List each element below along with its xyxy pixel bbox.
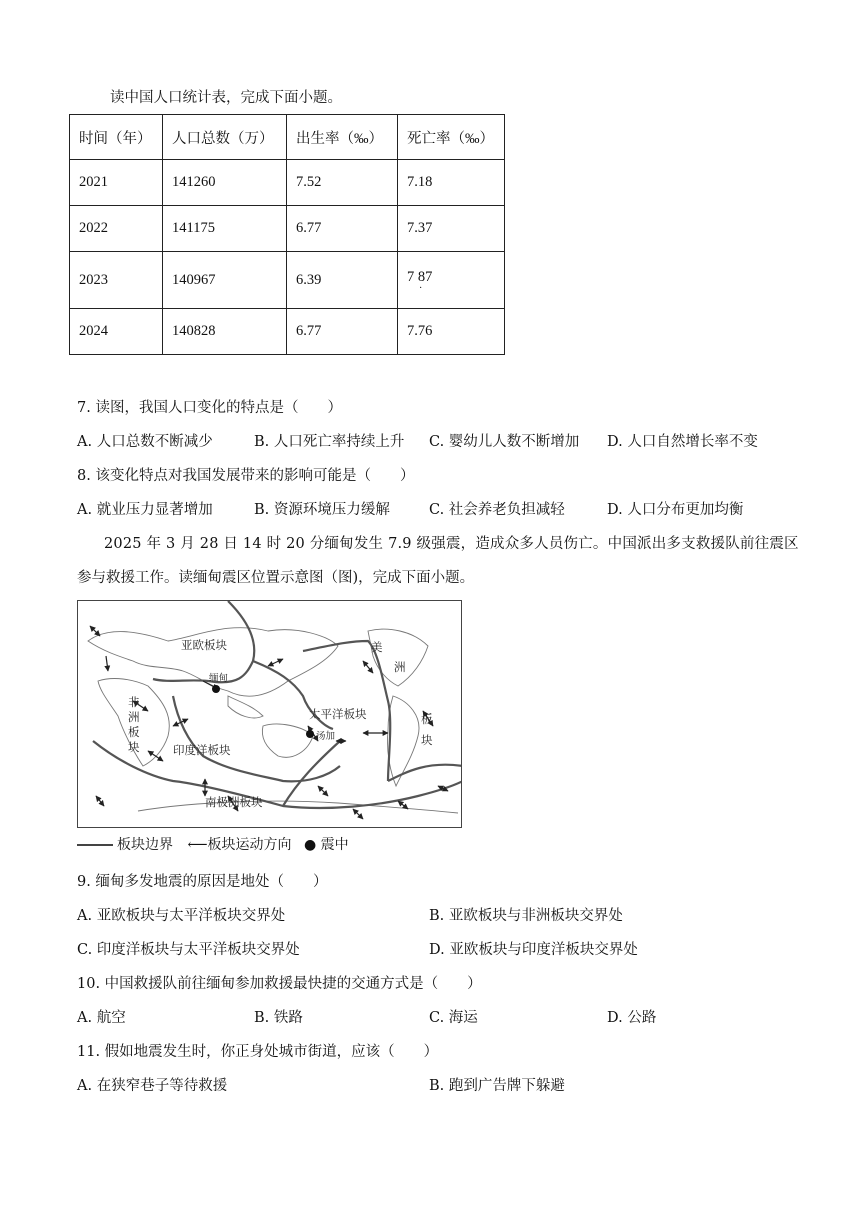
label-eurasia: 亚欧板块 (181, 638, 227, 652)
header-cell: 时间（年） (70, 115, 163, 160)
table-cell: 2023 (70, 252, 163, 309)
table-cell: 2021 (70, 160, 163, 206)
passage-line-1: 2025 年 3 月 28 日 14 时 20 分缅甸发生 7.9 级强震，造成众多人员伤亡。中国派出多支救援队前往震区 (104, 536, 799, 552)
label-america-1: 美 (371, 640, 383, 654)
plate-map-svg (78, 601, 462, 828)
q8-option-b[interactable]: B. 资源环境压力缓解 (254, 502, 390, 518)
q9-option-a[interactable]: A. 亚欧板块与太平洋板块交界处 (77, 908, 286, 924)
q7-option-d[interactable]: D. 人口自然增长率不变 (607, 434, 758, 450)
q10-option-c[interactable]: C. 海运 (429, 1010, 478, 1026)
label-africa-3: 板 (128, 725, 140, 739)
label-tonga: 汤加 (316, 731, 336, 742)
label-indian: 印度洋板块 (173, 743, 231, 757)
q8-stem: 8. 该变化特点对我国发展带来的影响可能是（ ） (77, 468, 415, 484)
header-cell: 出生率（‰） (287, 115, 398, 160)
q11-option-b[interactable]: B. 跑到广告牌下躲避 (429, 1078, 565, 1094)
q9-stem: 9. 缅甸多发地震的原因是地处（ ） (77, 874, 328, 890)
table-cell-with-dot (398, 252, 505, 309)
q10-stem: 10. 中国救援队前往缅甸参加救援最快捷的交通方式是（ ） (77, 976, 482, 992)
label-africa-4: 块 (128, 740, 140, 754)
label-myanmar: 缅甸 (209, 673, 229, 684)
table-cell: 6.39 (287, 252, 398, 309)
table-cell: 7.52 (287, 160, 398, 206)
plate-map (77, 600, 462, 828)
q7-option-b[interactable]: B. 人口死亡率持续上升 (254, 434, 405, 450)
header-cell: 人口总数（万） (163, 115, 287, 160)
map-legend (77, 834, 349, 854)
legend-epicenter: 震中 (320, 837, 349, 853)
tonga-epicenter (306, 730, 314, 738)
epicenter-dot-icon: ● (303, 837, 317, 853)
table-cell: 140967 (163, 252, 287, 309)
q8-option-d[interactable]: D. 人口分布更加均衡 (607, 502, 744, 518)
legend-boundary: 板块边界 (117, 837, 173, 853)
legend-direction: 板块运动方向 (207, 837, 292, 853)
label-america-plate-1: 板 (421, 712, 433, 726)
table-cell: 141175 (163, 206, 287, 252)
table-header-row (70, 115, 505, 160)
population-table (69, 114, 505, 355)
q7-option-a[interactable]: A. 人口总数不断减少 (77, 434, 213, 450)
q11-stem: 11. 假如地震发生时，你正身处城市街道，应该（ ） (77, 1044, 439, 1060)
q8-option-a[interactable]: A. 就业压力显著增加 (77, 502, 213, 518)
q9-option-b[interactable]: B. 亚欧板块与非洲板块交界处 (429, 908, 623, 924)
q10-option-a[interactable]: A. 航空 (77, 1010, 126, 1026)
boundary-line-icon (77, 844, 113, 846)
q9-option-c[interactable]: C. 印度洋板块与太平洋板块交界处 (77, 942, 300, 958)
table-cell: 141260 (163, 160, 287, 206)
table-cell: 7.76 (398, 309, 505, 355)
q10-option-d[interactable]: D. 公路 (607, 1010, 657, 1026)
table-cell-text: 7 87 (407, 268, 433, 285)
q9-option-d[interactable]: D. 亚欧板块与印度洋板块交界处 (429, 942, 638, 958)
table-row (70, 252, 505, 309)
label-antarctic: 南极洲板块 (205, 795, 263, 809)
table-cell: 7.37 (398, 206, 505, 252)
q7-stem: 7. 读图，我国人口变化的特点是（ ） (77, 400, 342, 416)
emphasis-dot-icon: · (419, 282, 423, 294)
table-row (70, 309, 505, 355)
label-africa-2: 洲 (128, 710, 140, 724)
table-row (70, 160, 505, 206)
q10-option-b[interactable]: B. 铁路 (254, 1010, 303, 1026)
table-row (70, 206, 505, 252)
table-cell: 2022 (70, 206, 163, 252)
q8-option-c[interactable]: C. 社会养老负担减轻 (429, 502, 565, 518)
q11-option-a[interactable]: A. 在狭窄巷子等待救援 (77, 1078, 228, 1094)
intro-text: 读中国人口统计表，完成下面小题。 (110, 90, 342, 106)
table-cell: 6.77 (287, 309, 398, 355)
table-cell: 2024 (70, 309, 163, 355)
label-america-plate-2: 块 (421, 733, 433, 747)
label-america-2: 洲 (394, 660, 406, 674)
myanmar-epicenter (212, 685, 220, 693)
label-pacific: 太平洋板块 (309, 707, 367, 721)
direction-arrow-icon: ⟵ (187, 837, 208, 853)
table-cell: 140828 (163, 309, 287, 355)
header-cell: 死亡率（‰） (398, 115, 505, 160)
table-cell: 6.77 (287, 206, 398, 252)
passage-line-2: 参与救援工作。读缅甸震区位置示意图（图)，完成下面小题。 (77, 570, 475, 586)
q7-option-c[interactable]: C. 婴幼儿人数不断增加 (429, 434, 580, 450)
table-cell: 7.18 (398, 160, 505, 206)
label-africa-1: 非 (128, 695, 140, 709)
